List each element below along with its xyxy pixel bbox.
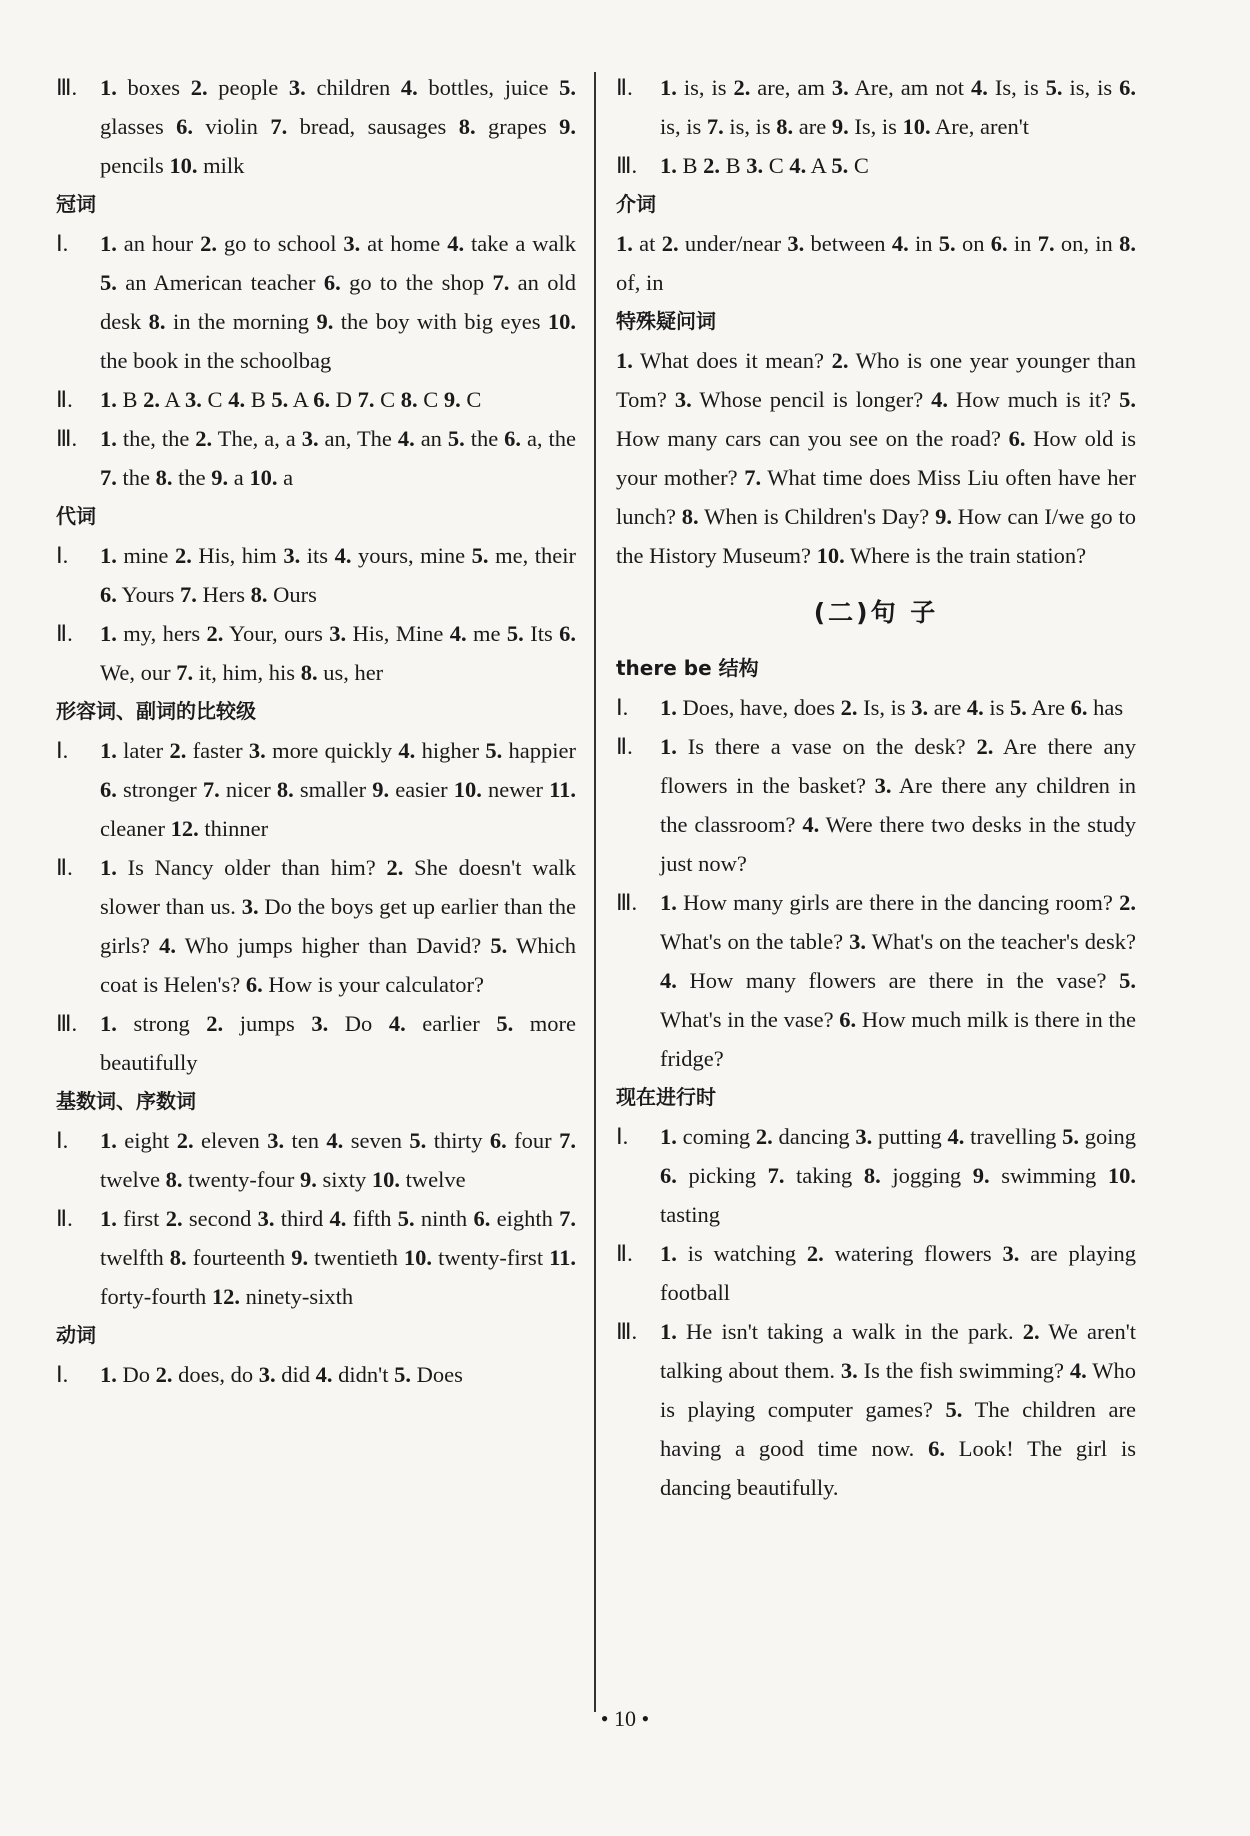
exercise-answers bbox=[56, 614, 576, 692]
exercise-answers bbox=[56, 224, 576, 380]
exercise-number: Ⅰ. bbox=[616, 695, 629, 720]
exercise-number: Ⅲ. bbox=[616, 153, 638, 178]
section-heading: 动词 bbox=[56, 1323, 96, 1347]
exercise-number: Ⅰ. bbox=[56, 543, 69, 568]
exercise-answers bbox=[616, 727, 1136, 883]
section-heading: 现在进行时 bbox=[616, 1085, 716, 1109]
exercise-text: 1. is, is 2. are, am 3. Are, am not 4. Is, is 5. is, is 6. is, is 7. is, is 8. are 9. Is, is 10. Are, aren't bbox=[660, 75, 1136, 139]
exercise-number: Ⅲ. bbox=[616, 890, 638, 915]
section-heading: there be 结构 bbox=[616, 656, 759, 680]
exercise-number: Ⅱ. bbox=[56, 1206, 73, 1231]
left-column bbox=[56, 68, 576, 1394]
exercise-text: 1. coming 2. dancing 3. putting 4. travelling 5. going 6. picking 7. taking 8. jogging 9. swimming 10. tasting bbox=[660, 1124, 1136, 1227]
exercise-answers bbox=[616, 68, 1136, 146]
exercise-answers bbox=[616, 688, 1136, 727]
exercise-text: 1. Does, have, does 2. Is, is 3. are 4. is 5. Are 6. has bbox=[660, 695, 1124, 720]
section-heading: 形容词、副词的比较级 bbox=[56, 699, 256, 723]
exercise-answers bbox=[56, 848, 576, 1004]
section-heading: 基数词、序数词 bbox=[56, 1089, 196, 1113]
section-heading: 代词 bbox=[56, 504, 96, 528]
exercise-answers bbox=[616, 146, 1136, 185]
exercise-answers bbox=[56, 380, 576, 419]
exercise-text: 1. is watching 2. watering flowers 3. are playing football bbox=[660, 1241, 1136, 1305]
exercise-text: 1. boxes 2. people 3. children 4. bottles, juice 5. glasses 6. violin 7. bread, sausages 8. grapes 9. pencils 10. milk bbox=[100, 75, 576, 178]
exercise-number: Ⅱ. bbox=[56, 855, 73, 880]
exercise-answers bbox=[56, 1121, 576, 1199]
exercise-number: Ⅲ. bbox=[56, 1011, 78, 1036]
exercise-answers bbox=[56, 731, 576, 848]
exercise-number: Ⅱ. bbox=[616, 734, 633, 759]
exercise-text: 1. Do 2. does, do 3. did 4. didn't 5. Does bbox=[100, 1362, 463, 1387]
chapter-title: (二)句 子 bbox=[813, 598, 939, 627]
exercise-number: Ⅰ. bbox=[56, 231, 69, 256]
exercise-answers bbox=[616, 1234, 1136, 1312]
exercise-text: 1. an hour 2. go to school 3. at home 4. take a walk 5. an American teacher 6. go to the shop 7. an old desk 8. in the morning 9. the boy with big eyes 10. the book in the schoolbag bbox=[100, 231, 577, 373]
exercise-number: Ⅰ. bbox=[616, 1124, 629, 1149]
exercise-number: Ⅲ. bbox=[616, 1319, 638, 1344]
exercise-number: Ⅱ. bbox=[56, 621, 73, 646]
exercise-answers bbox=[56, 419, 576, 497]
exercise-number: Ⅲ. bbox=[56, 426, 78, 451]
exercise-text: 1. B 2. B 3. C 4. A 5. C bbox=[660, 153, 869, 178]
exercise-text: 1. later 2. faster 3. more quickly 4. higher 5. happier 6. stronger 7. nicer 8. smaller 9. easier 10. newer 11. cleaner 12. thinner bbox=[100, 738, 577, 841]
answer-paragraph: 1. What does it mean? 2. Who is one year younger than Tom? 3. Whose pencil is longer? 4. How much is it? 5. How many cars can you see on the road? 6. How old is your mother? 7. What time does Miss Liu often have her lunch? 8. When is Children's Day? 9. How can I/we go to the History Museum? 10. Where is the train station? bbox=[616, 348, 1137, 568]
exercise-answers bbox=[56, 68, 576, 185]
exercise-answers bbox=[56, 1355, 576, 1394]
exercise-answers bbox=[56, 536, 576, 614]
exercise-text: 1. Is there a vase on the desk? 2. Are there any flowers in the basket? 3. Are there any children in the classroom? 4. Were there two desks in the study just now? bbox=[660, 734, 1136, 876]
answer-paragraph: 1. at 2. under/near 3. between 4. in 5. on 6. in 7. on, in 8. of, in bbox=[616, 231, 1136, 295]
column-divider bbox=[594, 72, 596, 1712]
exercise-answers bbox=[616, 1117, 1136, 1234]
exercise-text: 1. B 2. A 3. C 4. B 5. A 6. D 7. C 8. C 9. C bbox=[100, 387, 482, 412]
section-heading: 介词 bbox=[616, 192, 656, 216]
exercise-text: 1. Is Nancy older than him? 2. She doesn't walk slower than us. 3. Do the boys get up earlier than the girls? 4. Who jumps higher than David? 5. Which coat is Helen's? 6. How is your calculator? bbox=[100, 855, 576, 997]
right-column bbox=[616, 68, 1136, 1507]
exercise-text: 1. He isn't taking a walk in the park. 2. We aren't talking about them. 3. Is the fish swimming? 4. Who is playing computer games? 5. The children are having a good time now. 6. Look! The girl is dancing beautifully. bbox=[660, 1319, 1137, 1500]
exercise-text: 1. the, the 2. The, a, a 3. an, The 4. an 5. the 6. a, the 7. the 8. the 9. a 10. a bbox=[100, 426, 576, 490]
section-heading: 特殊疑问词 bbox=[616, 309, 716, 333]
exercise-text: 1. eight 2. eleven 3. ten 4. seven 5. thirty 6. four 7. twelve 8. twenty-four 9. sixty 10. twelve bbox=[100, 1128, 576, 1192]
exercise-number: Ⅱ. bbox=[616, 75, 633, 100]
exercise-answers bbox=[616, 1312, 1136, 1507]
exercise-text: 1. first 2. second 3. third 4. fifth 5. ninth 6. eighth 7. twelfth 8. fourteenth 9. twentieth 10. twenty-first 11. forty-fourth 12. ninety-sixth bbox=[100, 1206, 577, 1309]
section-heading: 冠词 bbox=[56, 192, 96, 216]
exercise-number: Ⅰ. bbox=[56, 1128, 69, 1153]
exercise-text: 1. How many girls are there in the dancing room? 2. What's on the table? 3. What's on the teacher's desk? 4. How many flowers are there in the vase? 5. What's in the vase? 6. How much milk is there in the fridge? bbox=[660, 890, 1136, 1071]
exercise-number: Ⅰ. bbox=[56, 738, 69, 763]
exercise-number: Ⅱ. bbox=[56, 387, 73, 412]
exercise-text: 1. my, hers 2. Your, ours 3. His, Mine 4. me 5. Its 6. We, our 7. it, him, his 8. us, her bbox=[100, 621, 576, 685]
exercise-answers bbox=[56, 1199, 576, 1316]
exercise-number: Ⅰ. bbox=[56, 1362, 69, 1387]
page-number: • 10 • bbox=[600, 1706, 650, 1731]
exercise-text: 1. mine 2. His, him 3. its 4. yours, mine 5. me, their 6. Yours 7. Hers 8. Ours bbox=[100, 543, 576, 607]
exercise-number: Ⅲ. bbox=[56, 75, 78, 100]
exercise-text: 1. strong 2. jumps 3. Do 4. earlier 5. more beautifully bbox=[100, 1011, 577, 1075]
exercise-answers bbox=[616, 883, 1136, 1078]
exercise-answers bbox=[56, 1004, 576, 1082]
exercise-number: Ⅱ. bbox=[616, 1241, 633, 1266]
